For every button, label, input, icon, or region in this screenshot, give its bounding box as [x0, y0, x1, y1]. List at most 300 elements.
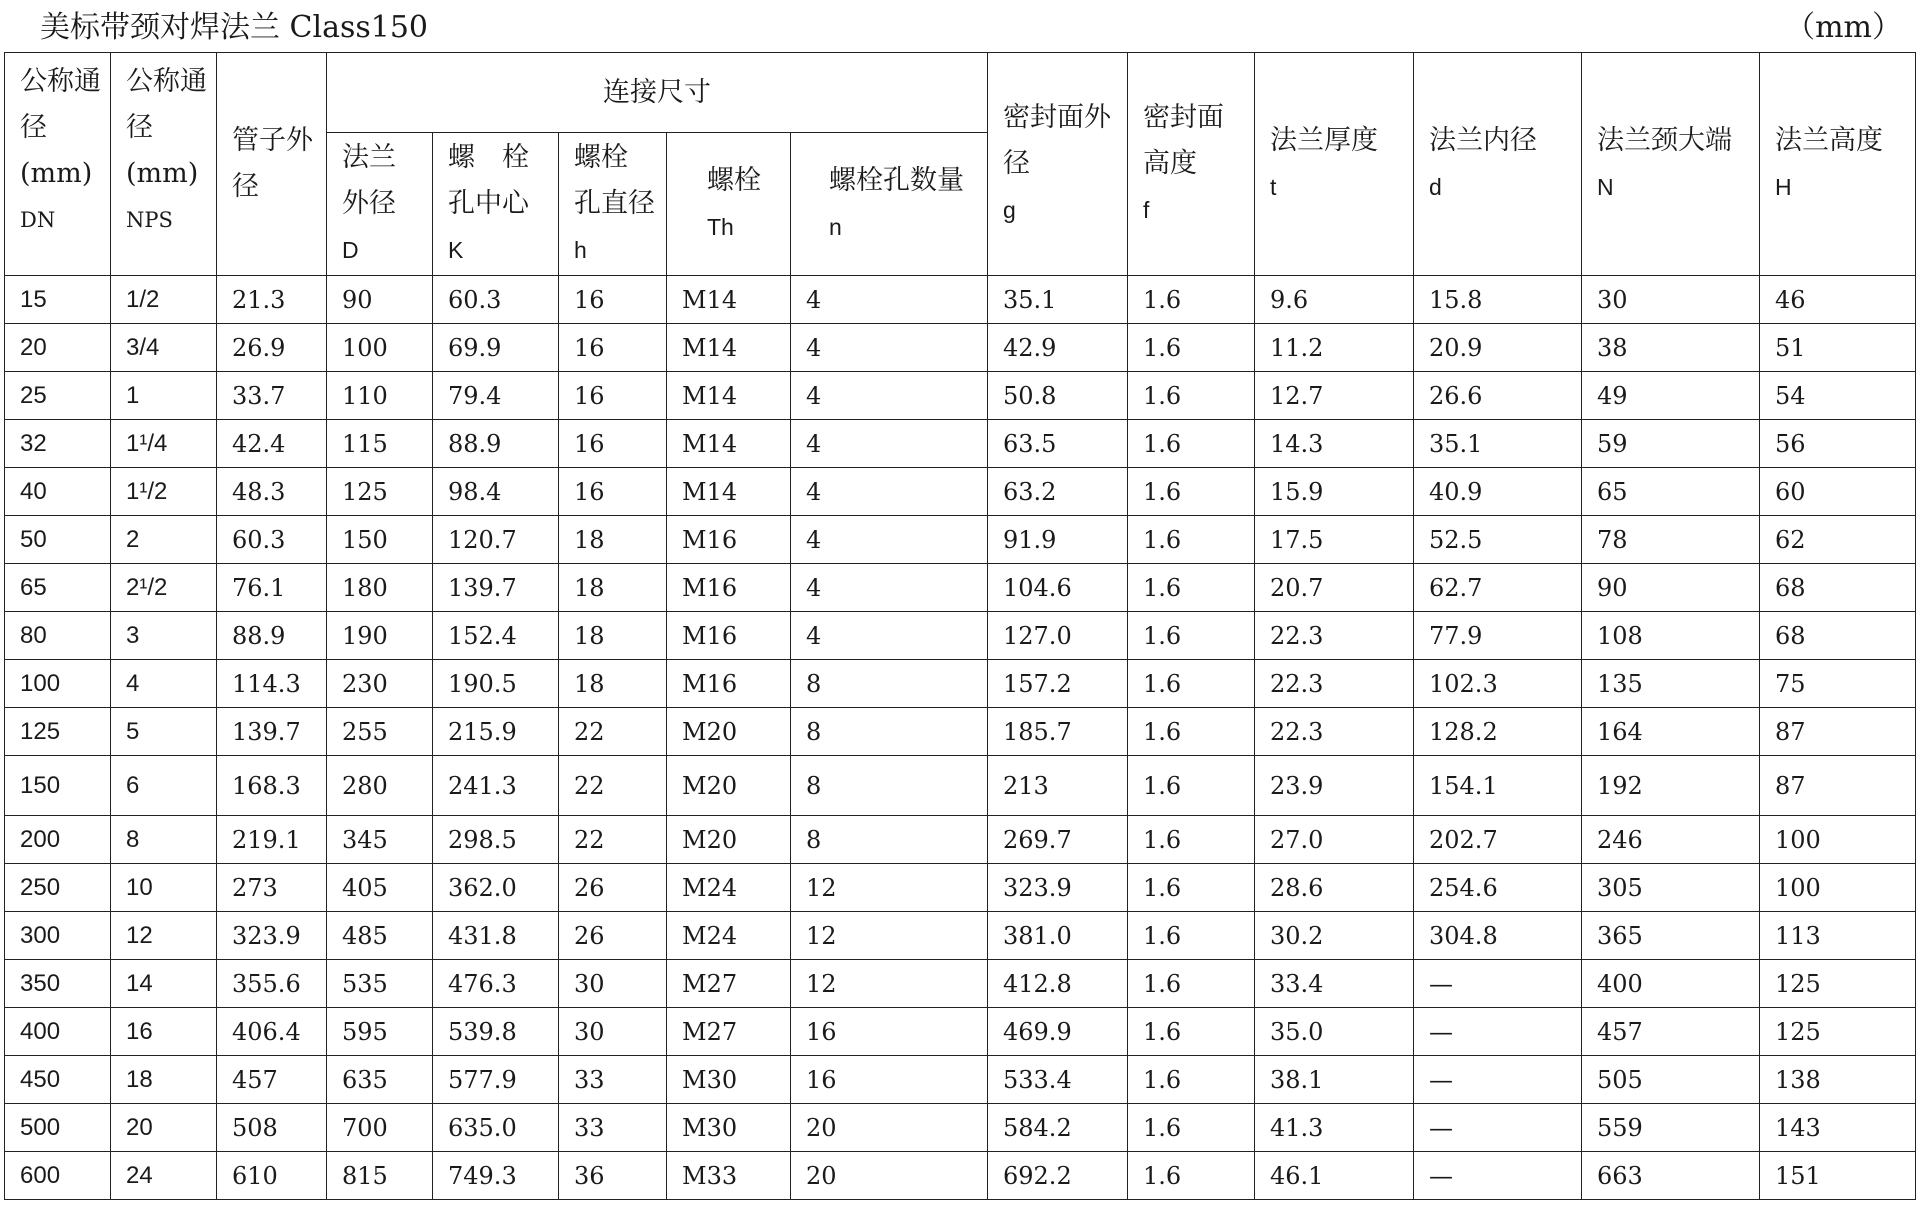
table-cell: 406.4 [217, 1008, 327, 1056]
table-cell: 26 [559, 864, 667, 912]
table-cell: 219.1 [217, 816, 327, 864]
table-row [5, 1152, 1916, 1200]
table-cell: 49 [1582, 372, 1760, 420]
flange-dimension-table [4, 52, 1916, 1200]
table-cell: M14 [667, 468, 791, 516]
table-cell: 151 [1760, 1152, 1916, 1200]
table-cell: 323.9 [988, 864, 1128, 912]
table-cell: 46.1 [1255, 1152, 1414, 1200]
table-cell: 150 [327, 516, 433, 564]
table-cell: M16 [667, 564, 791, 612]
table-cell: 3 [111, 612, 217, 660]
table-cell: 62 [1760, 516, 1916, 564]
table-cell: 22.3 [1255, 660, 1414, 708]
table-cell: 476.3 [433, 960, 559, 1008]
table-cell: 12 [791, 864, 988, 912]
header-height [1760, 53, 1916, 276]
header-flange-od-symbol: D [342, 237, 359, 263]
table-cell: 1.6 [1128, 1056, 1255, 1104]
table-cell: 9.6 [1255, 276, 1414, 324]
header-nps-line2: 径(mm) [126, 112, 199, 189]
header-pipe-od-line2: 径 [232, 171, 259, 202]
table-cell: 15.8 [1414, 276, 1582, 324]
table-cell: 33.7 [217, 372, 327, 420]
table-cell: 213 [988, 756, 1128, 816]
table-cell: 63.2 [988, 468, 1128, 516]
table-cell: 1.6 [1128, 1104, 1255, 1152]
header-height-line1: 法兰高度 [1775, 125, 1883, 156]
table-cell: 125 [327, 468, 433, 516]
table-cell: 79.4 [433, 372, 559, 420]
header-connection: 连接尺寸 [327, 53, 988, 133]
table-cell: 1.6 [1128, 372, 1255, 420]
table-cell: 405 [327, 864, 433, 912]
table-cell: M24 [667, 864, 791, 912]
table-cell: 16 [791, 1008, 988, 1056]
table-cell: 50.8 [988, 372, 1128, 420]
table-cell: 635.0 [433, 1104, 559, 1152]
table-cell: 20 [5, 324, 111, 372]
table-cell: 1.6 [1128, 912, 1255, 960]
table-cell: — [1414, 1008, 1582, 1056]
table-cell: 164 [1582, 708, 1760, 756]
table-cell: 30 [559, 960, 667, 1008]
table-cell: 16 [791, 1056, 988, 1104]
table-cell: 533.4 [988, 1056, 1128, 1104]
table-cell: 63.5 [988, 420, 1128, 468]
header-seal-od-line1: 密封面外 [1003, 102, 1111, 133]
table-cell: 600 [5, 1152, 111, 1200]
header-dn-line2: 径(mm) [20, 112, 93, 189]
table-cell: 52.5 [1414, 516, 1582, 564]
header-bolt [667, 133, 791, 276]
table-cell: 35.1 [1414, 420, 1582, 468]
table-cell: 1.6 [1128, 756, 1255, 816]
table-row [5, 564, 1916, 612]
table-cell: M30 [667, 1056, 791, 1104]
table-cell: 51 [1760, 324, 1916, 372]
table-cell: 33.4 [1255, 960, 1414, 1008]
table-cell: M16 [667, 516, 791, 564]
table-cell: 450 [5, 1056, 111, 1104]
table-cell: 60.3 [217, 516, 327, 564]
header-flange-od-line1: 法兰 [342, 142, 396, 173]
header-seal-od [988, 53, 1128, 276]
table-cell: 33 [559, 1104, 667, 1152]
table-cell: 18 [111, 1056, 217, 1104]
table-cell: 139.7 [217, 708, 327, 756]
header-seal-height-line1: 密封面 [1143, 102, 1224, 133]
table-row [5, 372, 1916, 420]
table-cell: 610 [217, 1152, 327, 1200]
table-cell: 98.4 [433, 468, 559, 516]
table-cell: 32 [5, 420, 111, 468]
table-cell: 185.7 [988, 708, 1128, 756]
table-cell: 42.9 [988, 324, 1128, 372]
table-cell: 21.3 [217, 276, 327, 324]
table-cell: 38.1 [1255, 1056, 1414, 1104]
table-cell: 505 [1582, 1056, 1760, 1104]
table-cell: M33 [667, 1152, 791, 1200]
table-cell: 381.0 [988, 912, 1128, 960]
table-cell: 577.9 [433, 1056, 559, 1104]
table-cell: 168.3 [217, 756, 327, 816]
table-cell: 143 [1760, 1104, 1916, 1152]
table-cell: 90 [1582, 564, 1760, 612]
table-cell: 26 [559, 912, 667, 960]
table-cell: 250 [5, 864, 111, 912]
table-row [5, 516, 1916, 564]
table-row [5, 1056, 1916, 1104]
table-cell: 4 [791, 276, 988, 324]
table-cell: 62.7 [1414, 564, 1582, 612]
header-neck-symbol: N [1597, 174, 1614, 200]
table-cell: 457 [1582, 1008, 1760, 1056]
table-cell: 1.6 [1128, 516, 1255, 564]
header-bolt-circle-line1: 螺 栓 [448, 142, 529, 173]
table-cell: 87 [1760, 708, 1916, 756]
table-cell: 125 [5, 708, 111, 756]
table-cell: 68 [1760, 564, 1916, 612]
page-title: 美标带颈对焊法兰 Class150 [40, 10, 429, 45]
table-cell: 22.3 [1255, 708, 1414, 756]
header-flange-od [327, 133, 433, 276]
table-cell: M27 [667, 1008, 791, 1056]
table-cell: 190 [327, 612, 433, 660]
header-bolt-symbol: Th [707, 214, 734, 240]
table-cell: 35.0 [1255, 1008, 1414, 1056]
table-cell: 77.9 [1414, 612, 1582, 660]
header-nps [111, 53, 217, 276]
table-cell: 125 [1760, 960, 1916, 1008]
table-cell: 1.6 [1128, 324, 1255, 372]
table-cell: 18 [559, 660, 667, 708]
table-cell: 100 [1760, 864, 1916, 912]
table-row [5, 324, 1916, 372]
table-cell: 87 [1760, 756, 1916, 816]
table-cell: 68 [1760, 612, 1916, 660]
header-inner-d-symbol: d [1429, 174, 1442, 200]
table-cell: 30 [559, 1008, 667, 1056]
table-cell: 46 [1760, 276, 1916, 324]
table-cell: 20 [791, 1104, 988, 1152]
table-cell: 4 [791, 372, 988, 420]
table-cell: 88.9 [433, 420, 559, 468]
table-cell: 54 [1760, 372, 1916, 420]
table-cell: 24 [111, 1152, 217, 1200]
table-cell: 300 [5, 912, 111, 960]
table-cell: 22 [559, 816, 667, 864]
table-cell: 559 [1582, 1104, 1760, 1152]
header-bolt-circle-line2: 孔中心 [448, 188, 529, 219]
table-cell: 30.2 [1255, 912, 1414, 960]
table-cell: M14 [667, 276, 791, 324]
table-cell: 80 [5, 612, 111, 660]
table-cell: 22 [559, 756, 667, 816]
table-cell: 16 [559, 372, 667, 420]
table-cell: 20 [791, 1152, 988, 1200]
table-cell: 104.6 [988, 564, 1128, 612]
header-neck-line1: 法兰颈大端 [1597, 125, 1732, 156]
table-cell: M16 [667, 612, 791, 660]
table-cell: 246 [1582, 816, 1760, 864]
header-dn-symbol: DN [20, 208, 56, 232]
table-cell: 56 [1760, 420, 1916, 468]
table-cell: 60 [1760, 468, 1916, 516]
table-cell: 15.9 [1255, 468, 1414, 516]
table-cell: M14 [667, 420, 791, 468]
table-cell: M14 [667, 372, 791, 420]
table-cell: 1/2 [111, 276, 217, 324]
table-cell: 273 [217, 864, 327, 912]
table-cell: 8 [791, 756, 988, 816]
table-cell: 192 [1582, 756, 1760, 816]
table-cell: 69.9 [433, 324, 559, 372]
table-cell: 30 [1582, 276, 1760, 324]
header-height-symbol: H [1775, 174, 1792, 200]
table-cell: 4 [111, 660, 217, 708]
table-cell: 78 [1582, 516, 1760, 564]
table-cell: 42.4 [217, 420, 327, 468]
table-row [5, 1008, 1916, 1056]
table-row [5, 1104, 1916, 1152]
table-cell: M20 [667, 756, 791, 816]
table-cell: 16 [559, 468, 667, 516]
table-cell: 125 [1760, 1008, 1916, 1056]
table-cell: 365 [1582, 912, 1760, 960]
table-body [5, 276, 1916, 1200]
table-cell: 8 [791, 660, 988, 708]
header-bolt-hole [559, 133, 667, 276]
table-row [5, 912, 1916, 960]
table-cell: 138 [1760, 1056, 1916, 1104]
table-cell: 16 [111, 1008, 217, 1056]
table-cell: 584.2 [988, 1104, 1128, 1152]
table-cell: 8 [111, 816, 217, 864]
header-seal-height [1128, 53, 1255, 276]
table-cell: 362.0 [433, 864, 559, 912]
table-cell: 38 [1582, 324, 1760, 372]
table-cell: 36 [559, 1152, 667, 1200]
table-cell: 280 [327, 756, 433, 816]
table-cell: 1.6 [1128, 420, 1255, 468]
table-cell: 75 [1760, 660, 1916, 708]
table-row [5, 960, 1916, 1008]
header-seal-od-line2: 径 [1003, 148, 1030, 179]
table-cell: 65 [5, 564, 111, 612]
table-cell: 22 [559, 708, 667, 756]
table-cell: 91.9 [988, 516, 1128, 564]
table-cell: 431.8 [433, 912, 559, 960]
table-cell: 4 [791, 468, 988, 516]
table-cell: M14 [667, 324, 791, 372]
table-cell: 2 [111, 516, 217, 564]
table-cell: 254.6 [1414, 864, 1582, 912]
table-row [5, 612, 1916, 660]
table-cell: 1.6 [1128, 564, 1255, 612]
table-cell: 500 [5, 1104, 111, 1152]
table-cell: 17.5 [1255, 516, 1414, 564]
table-cell: 50 [5, 516, 111, 564]
table-cell: 48.3 [217, 468, 327, 516]
table-row [5, 816, 1916, 864]
table-cell: 180 [327, 564, 433, 612]
table-cell: 20.7 [1255, 564, 1414, 612]
table-cell: 114.3 [217, 660, 327, 708]
table-cell: 1.6 [1128, 864, 1255, 912]
table-cell: 508 [217, 1104, 327, 1152]
table-cell: 535 [327, 960, 433, 1008]
header-inner-d [1414, 53, 1582, 276]
table-cell: 26.9 [217, 324, 327, 372]
table-cell: M16 [667, 660, 791, 708]
table-cell: 1¹/4 [111, 420, 217, 468]
table-cell: 102.3 [1414, 660, 1582, 708]
table-cell: 18 [559, 612, 667, 660]
table-cell: 663 [1582, 1152, 1760, 1200]
header-thickness [1255, 53, 1414, 276]
table-cell: 40.9 [1414, 468, 1582, 516]
table-cell: 20 [111, 1104, 217, 1152]
table-cell: 2¹/2 [111, 564, 217, 612]
table-row [5, 468, 1916, 516]
table-cell: 15 [5, 276, 111, 324]
table-cell: 22.3 [1255, 612, 1414, 660]
table-cell: 1.6 [1128, 816, 1255, 864]
table-cell: 12 [791, 960, 988, 1008]
table-cell: 4 [791, 612, 988, 660]
table-cell: 60.3 [433, 276, 559, 324]
table-row [5, 660, 1916, 708]
table-cell: 215.9 [433, 708, 559, 756]
table-cell: 1.6 [1128, 1152, 1255, 1200]
table-cell: 41.3 [1255, 1104, 1414, 1152]
header-bolt-hole-line2: 孔直径 [574, 188, 655, 219]
header-flange-od-line2: 外径 [342, 188, 396, 219]
header-bolt-circle [433, 133, 559, 276]
table-row [5, 864, 1916, 912]
table-cell: 8 [791, 708, 988, 756]
header-nps-line1: 公称通 [126, 66, 207, 97]
table-cell: 14.3 [1255, 420, 1414, 468]
table-cell: 815 [327, 1152, 433, 1200]
unit-label: （mm） [1785, 10, 1902, 45]
table-cell: 139.7 [433, 564, 559, 612]
table-cell: 27.0 [1255, 816, 1414, 864]
header-bolt-hole-symbol: h [574, 237, 587, 263]
table-row [5, 420, 1916, 468]
table-cell: — [1414, 1104, 1582, 1152]
header-bolt-circle-symbol: K [448, 237, 464, 263]
table-cell: M20 [667, 708, 791, 756]
header-dn [5, 53, 111, 276]
table-cell: 1.6 [1128, 960, 1255, 1008]
table-cell: 12 [111, 912, 217, 960]
table-cell: 100 [327, 324, 433, 372]
table-cell: 90 [327, 276, 433, 324]
table-cell: 40 [5, 468, 111, 516]
table-cell: 202.7 [1414, 816, 1582, 864]
table-cell: 157.2 [988, 660, 1128, 708]
table-cell: 355.6 [217, 960, 327, 1008]
table-cell: 1.6 [1128, 1008, 1255, 1056]
table-cell: 26.6 [1414, 372, 1582, 420]
table-cell: 485 [327, 912, 433, 960]
table-cell: 412.8 [988, 960, 1128, 1008]
table-cell: 469.9 [988, 1008, 1128, 1056]
table-cell: 59 [1582, 420, 1760, 468]
table-cell: 4 [791, 516, 988, 564]
header-bolt-hole-line1: 螺栓 [574, 142, 628, 173]
table-cell: 323.9 [217, 912, 327, 960]
table-cell: 305 [1582, 864, 1760, 912]
table-cell: 3/4 [111, 324, 217, 372]
table-cell: 16 [559, 276, 667, 324]
table-cell: 100 [5, 660, 111, 708]
table-row [5, 756, 1916, 816]
table-cell: 120.7 [433, 516, 559, 564]
table-cell: 749.3 [433, 1152, 559, 1200]
header-bolt-line1: 螺栓 [707, 165, 761, 196]
table-cell: 304.8 [1414, 912, 1582, 960]
table-cell: 135 [1582, 660, 1760, 708]
table-cell: 8 [791, 816, 988, 864]
table-cell: 76.1 [217, 564, 327, 612]
table-cell: 298.5 [433, 816, 559, 864]
table-cell: 150 [5, 756, 111, 816]
table-cell: 457 [217, 1056, 327, 1104]
table-cell: 110 [327, 372, 433, 420]
table-cell: 350 [5, 960, 111, 1008]
header-seal-od-symbol: g [1003, 197, 1016, 223]
table-cell: 6 [111, 756, 217, 816]
table-cell: 400 [5, 1008, 111, 1056]
header-thickness-line1: 法兰厚度 [1270, 125, 1378, 156]
table-cell: 127.0 [988, 612, 1128, 660]
table-cell: — [1414, 960, 1582, 1008]
table-cell: 115 [327, 420, 433, 468]
table-row [5, 276, 1916, 324]
header-pipe-od-line1: 管子外 [232, 125, 313, 156]
table-cell: 12.7 [1255, 372, 1414, 420]
table-cell: 18 [559, 516, 667, 564]
table-cell: 154.1 [1414, 756, 1582, 816]
table-cell: 1 [111, 372, 217, 420]
table-cell: 1.6 [1128, 708, 1255, 756]
table-cell: 200 [5, 816, 111, 864]
table-cell: M24 [667, 912, 791, 960]
table-cell: 25 [5, 372, 111, 420]
table-cell: 18 [559, 564, 667, 612]
header-neck [1582, 53, 1760, 276]
table-cell: 635 [327, 1056, 433, 1104]
table-cell: — [1414, 1152, 1582, 1200]
table-cell: 400 [1582, 960, 1760, 1008]
table-cell: 1.6 [1128, 660, 1255, 708]
table-cell: 65 [1582, 468, 1760, 516]
table-cell: M27 [667, 960, 791, 1008]
table-cell: 28.6 [1255, 864, 1414, 912]
table-cell: 269.7 [988, 816, 1128, 864]
table-cell: 16 [559, 324, 667, 372]
table-cell: 11.2 [1255, 324, 1414, 372]
header-dn-line1: 公称通 [20, 66, 101, 97]
table-cell: 255 [327, 708, 433, 756]
table-cell: 1.6 [1128, 468, 1255, 516]
table-cell: 10 [111, 864, 217, 912]
table-cell: 113 [1760, 912, 1916, 960]
table-cell: 241.3 [433, 756, 559, 816]
